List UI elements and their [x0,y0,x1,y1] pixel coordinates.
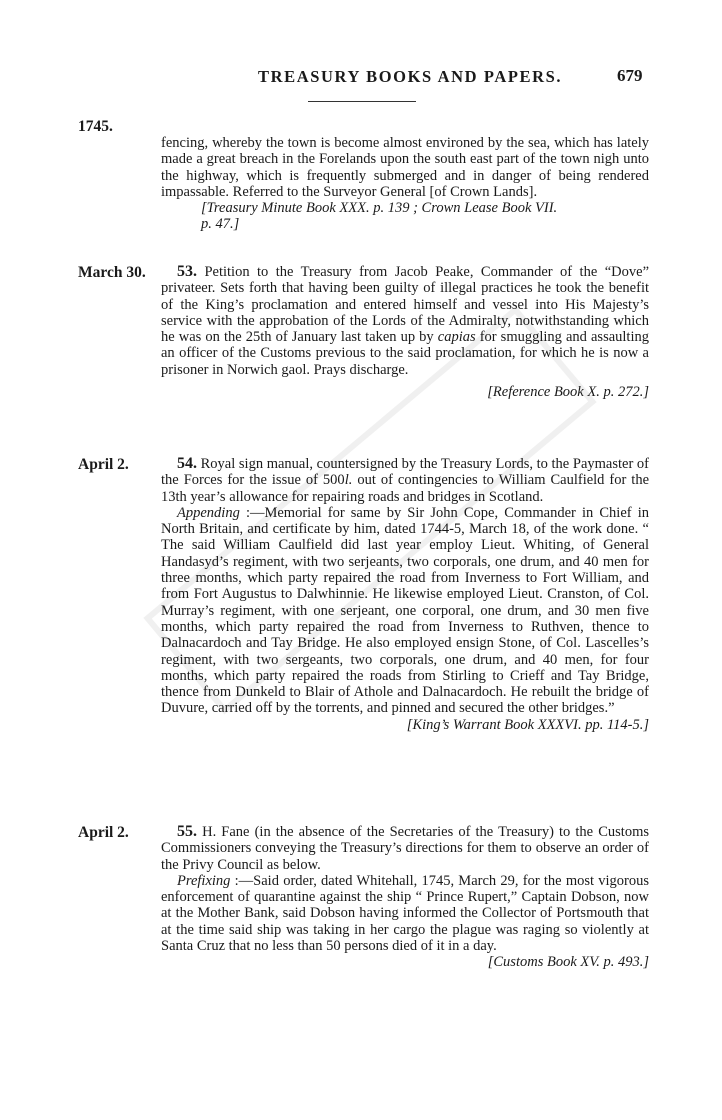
entry-54 [161,456,649,733]
entry-55-prefixing-label: Prefixing [177,872,231,889]
entry-55-text [161,824,649,873]
entry-number-53: 53. [177,263,197,280]
margin-date-55: April 2. [78,824,129,841]
entry-53-reference: [Reference Book X. p. 272.] [487,384,649,401]
entry-53-italic: capias [437,329,476,346]
entry-number-54: 54. [177,455,197,472]
margin-date-54: April 2. [78,456,129,473]
entry-54-unit: l. [344,472,353,489]
entry-55-prefixing [161,873,649,954]
margin-year: 1745. [78,118,113,135]
entry-54-text-b: out of contingencies to William Caulfield for the 13th year’s allowance for repairing roads and bridges in Scotland. [161,472,650,505]
entry-54-appending-label: Appending [177,504,240,521]
entry-52-reference-line2: p. 47.] [201,216,240,233]
entry-55 [161,824,649,971]
entry-54-text-a: Royal sign manual, countersigned by the Treasury Lords, to the Paymaster of the Forces for the issue of 500 [161,456,649,489]
entry-52-continued [161,135,649,233]
entry-55-text-main: H. Fane (in the absence of the Secretaries of the Treasury) to the Customs Commissioners conveying the Treasury’s directions for them to observe an order of the Privy Council as below. [161,824,649,873]
running-header-title: TREASURY BOOKS AND PAPERS. [258,67,563,86]
page-number: 679 [617,66,643,85]
entry-52-reference [161,200,649,233]
entry-53-text-a: Petition to the Treasury from Jacob Peake, Commander of the “Dove” privateer. Sets forth that having been guilty of illegal practices he took the benefit of the King’s proclamation and entered himself and vessel into His Majesty’s service with the approbation of the Lords of the Admiralty, notwithstanding which he was on the 25th of January last taken up by [161,264,649,346]
entry-53 [161,264,649,400]
entry-number-55: 55. [177,823,197,840]
entry-54-appending-text: :—Memorial for same by Sir John Cope, Commander in Chief in North Britain, and certificate by him, dated 1744-5, March 18, of the work done. “ The said William Caulfield did last year employ Lieut. Whiting, of General Handasyd’s regiment, with two serjeants, two corporals, one drum, and 40 men for three months, which party repaired the road from Inverness to Fort William, and from Fort Augustus to Dalwhinnie. He likewise employed Lieut. Cranston, of Col. Murray’s regiment, with one serjeant, one corporal, one drum, and 30 men five months, which party repaired the road from Inverness to Ruthven, thence to Dalnacardoch and Tay Bridge. He also employed ensign Stone, of Col. Lascelles’s regiment, with two sergeants, two corporals, one drum, and 40 men, for four months, which party repaired the roads from Stirling to Crieff and Tay Bridge, thence from Dunkeld to Blair of Athole and Dalnacardoch. He rebuilt the bridge of Duvure, carried off by the torrents, and pinned and secured the other bridges.” [161,504,649,717]
entry-52-reference-line1: [Treasury Minute Book XXX. p. 139 ; Crown Lease Book VII. [201,200,558,217]
entry-54-reference: [King’s Warrant Book XXXVI. pp. 114-5.] [406,716,649,733]
entry-54-appending [161,505,649,717]
margin-date-53: March 30. [78,264,146,281]
header-rule [308,101,416,102]
entry-53-text [161,264,649,378]
entry-55-reference: [Customs Book XV. p. 493.] [487,954,649,971]
entry-53-text-b: for smuggling and assaulting an officer of the Customs previous to the said proclamation, for which he is now a prisoner in Norwich gaol. Prays discharge. [161,329,649,378]
entry-54-text [161,456,649,505]
entry-55-prefixing-text: :—Said order, dated Whitehall, 1745, March 29, for the most vigorous enforcement of quarantine against the ship “ Prince Rupert,” Captain Dobson, now at the Mother Bank, said Dobson having informed the Collector of Portsmouth that at the time said ship was taking in her cargo the plague was raging so violently at Santa Cruz that no less than 50 persons died of it in a day. [161,872,649,955]
entry-52-text: fencing, whereby the town is become almost environed by the sea, which has lately made a great breach in the Forelands upon the south east part of the town nigh unto the highway, which is frequently submerged and in danger of being rendered impassable. Referred to the Surveyor General [of Crown Lands]. [161,135,649,200]
